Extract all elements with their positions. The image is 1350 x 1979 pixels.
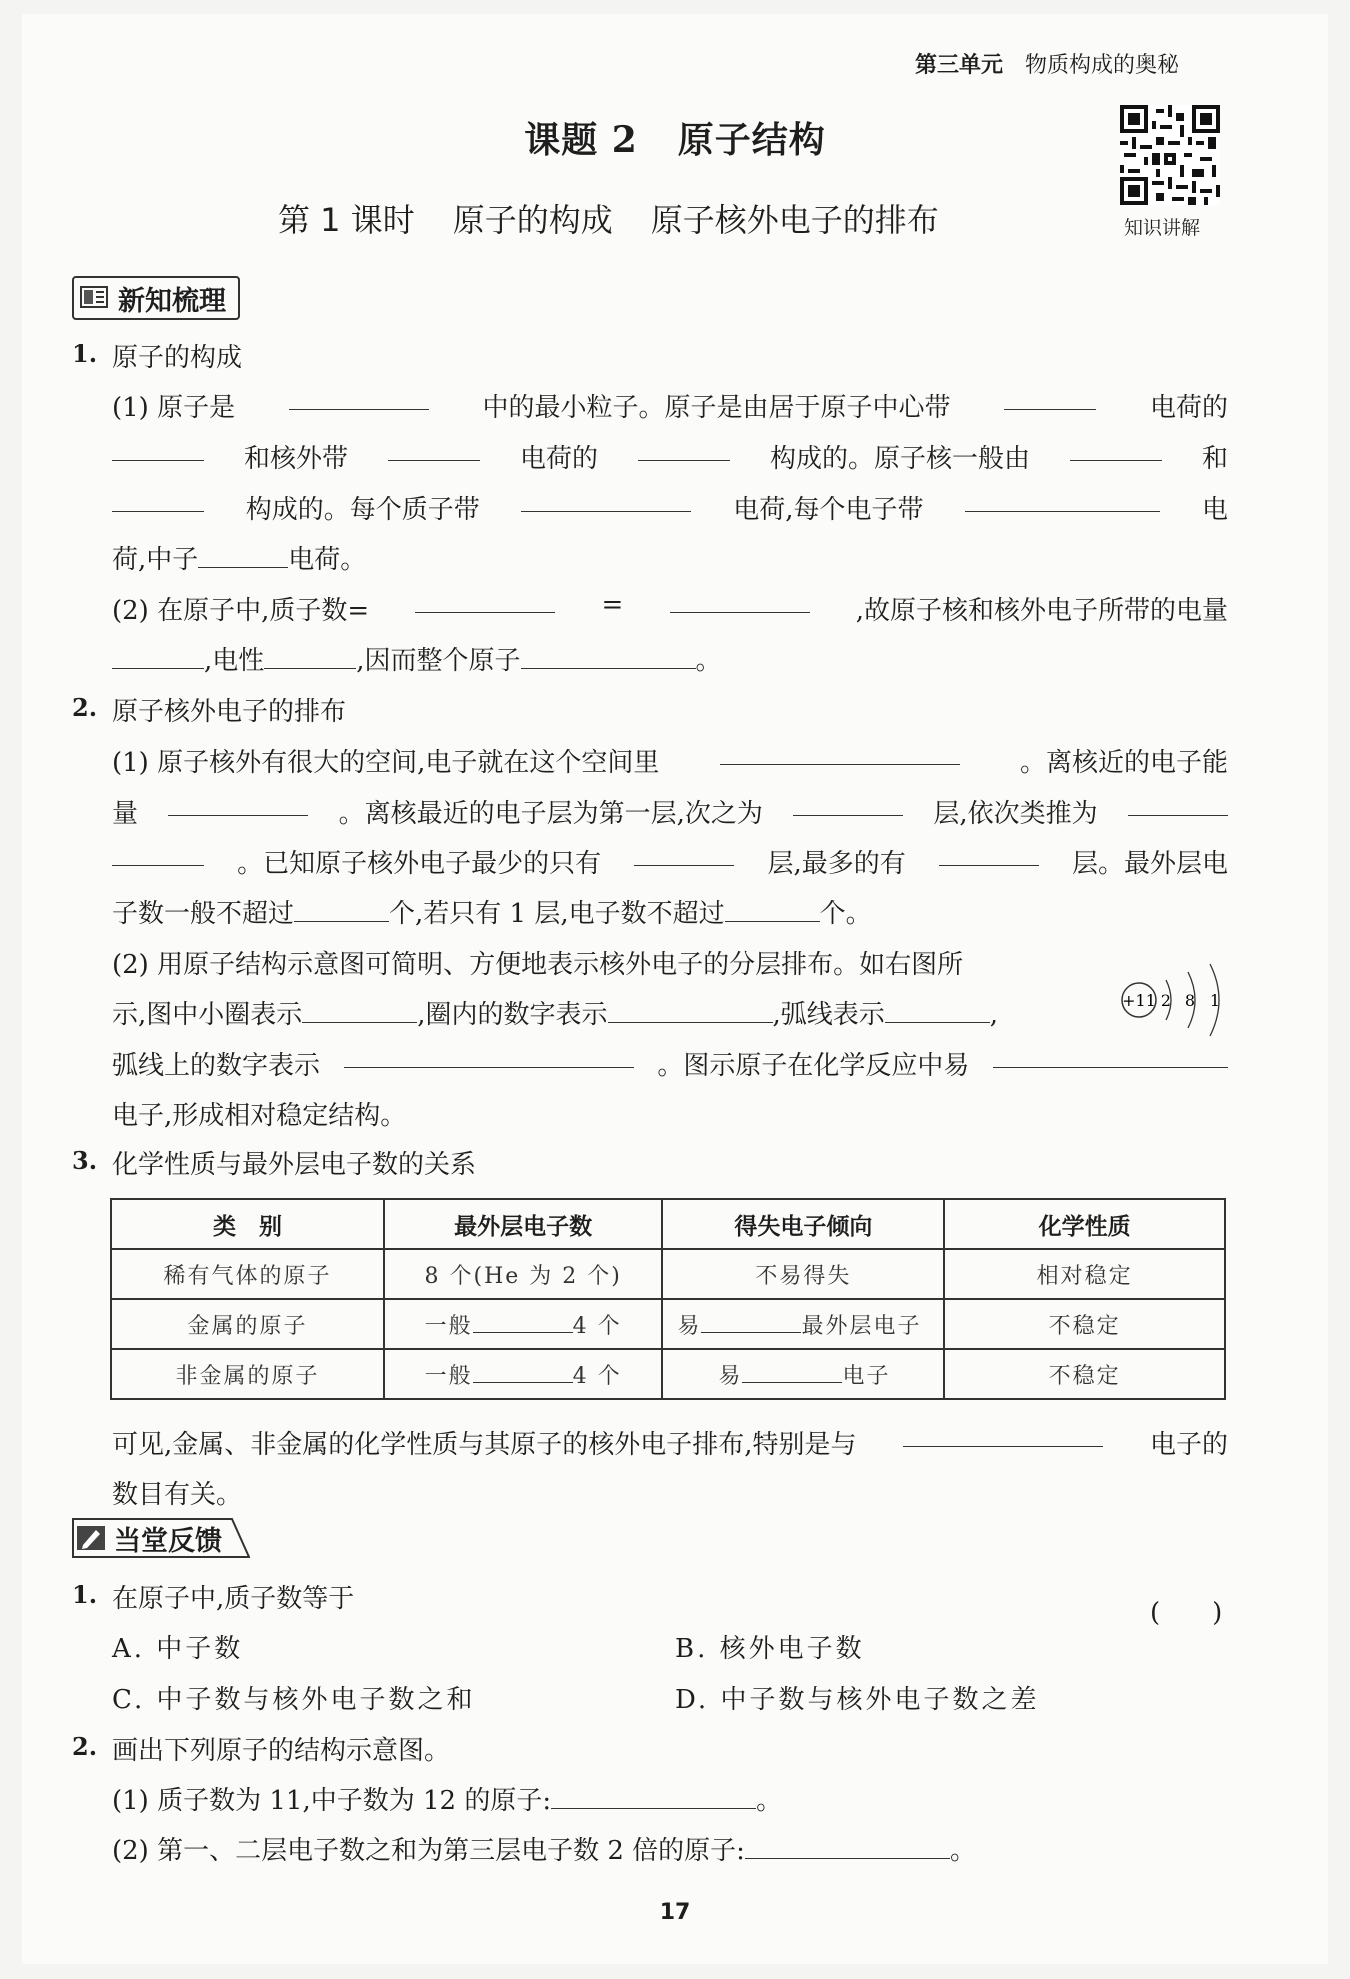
subtitle-part2: 原子核外电子的排布 — [650, 201, 939, 239]
answer-blank[interactable] — [701, 1314, 801, 1333]
option-c[interactable]: C. 中子数与核外电子数之和 — [112, 1685, 476, 1715]
answer-blank[interactable] — [264, 646, 356, 669]
q1-p1-line1: (1) 原子是 中的最小粒子。原子是由居于原子中心带 电荷的 — [112, 387, 1228, 424]
answer-blank[interactable] — [939, 843, 1039, 866]
table-header: 最外层电子数 — [384, 1199, 663, 1249]
fb-q1-number: 1. — [72, 1580, 98, 1609]
answer-blank[interactable] — [344, 1045, 634, 1068]
answer-blank[interactable] — [638, 438, 730, 461]
answer-blank[interactable] — [965, 489, 1160, 512]
q2-p1-line2: 量 。离核最近的电子层为第一层,次之为 层,依次类推为 — [112, 793, 1228, 830]
answer-blank[interactable] — [608, 1000, 773, 1023]
table-header: 类 别 — [111, 1199, 384, 1249]
answer-blank[interactable] — [551, 1786, 756, 1809]
answer-blank[interactable] — [1128, 793, 1228, 816]
answer-blank[interactable] — [388, 438, 480, 461]
section-tag-label: 新知梳理 — [118, 285, 226, 317]
lesson-number: 课题 2 — [524, 119, 638, 161]
fb-q2-stem: 画出下列原子的结构示意图。 — [112, 1736, 451, 1766]
section-tag-label: 当堂反馈 — [114, 1525, 222, 1557]
q1-number: 1. — [72, 339, 98, 368]
unit-title: 物质构成的奥秘 — [1025, 53, 1180, 78]
table-header-row — [111, 1199, 1225, 1249]
q2-p2-line1: (2) 用原子结构示意图可简明、方便地表示核外电子的分层排布。如右图所 — [112, 950, 964, 980]
answer-blank[interactable] — [1070, 438, 1162, 461]
answer-blank[interactable] — [742, 1364, 842, 1383]
q1-title: 原子的构成 — [112, 343, 243, 373]
option-a[interactable]: A. 中子数 — [112, 1634, 244, 1664]
electron-property-table — [110, 1198, 1226, 1400]
unit-label: 第三单元 — [915, 53, 1004, 78]
answer-blank[interactable] — [521, 489, 691, 512]
answer-blank[interactable] — [720, 742, 960, 765]
shell-count: 1 — [1209, 991, 1221, 1010]
answer-blank[interactable] — [473, 1314, 573, 1333]
answer-blank[interactable] — [473, 1364, 573, 1383]
q2-p2-line2: 示,图中小圈表示 ,圈内的数字表示 ,弧线表示 , — [112, 1000, 999, 1030]
answer-blank[interactable] — [885, 1000, 990, 1023]
q1-p1-line3: 构成的。每个质子带 电荷,每个电子带 电 — [112, 489, 1228, 526]
answer-blank[interactable] — [634, 843, 734, 866]
q3-number: 3. — [72, 1146, 98, 1175]
q1-p1-line2: 和核外带 电荷的 构成的。原子核一般由 和 — [112, 438, 1228, 475]
q2-p1-line3: 。已知原子核外电子最少的只有 层,最多的有 层。最外层电 — [112, 843, 1228, 880]
answer-blank[interactable] — [112, 646, 204, 669]
qr-code-icon[interactable] — [1120, 105, 1220, 205]
subtitle-part1: 原子的构成 — [452, 201, 613, 239]
fb-q2-part1: (1) 质子数为 11,中子数为 12 的原子: 。 — [112, 1786, 783, 1816]
answer-parentheses[interactable]: ( ) — [1150, 1598, 1223, 1628]
atom-structure-diagram — [1120, 950, 1230, 1050]
answer-blank[interactable] — [112, 843, 204, 866]
answer-blank[interactable] — [112, 489, 204, 512]
answer-blank[interactable] — [302, 1000, 417, 1023]
q1-p2-line1: (2) 在原子中,质子数= = ,故原子核和核外电子所带的电量 — [112, 590, 1228, 626]
q3-title: 化学性质与最外层电子数的关系 — [112, 1150, 477, 1180]
answer-blank[interactable] — [168, 793, 308, 816]
page-number: 17 — [659, 1900, 691, 1925]
shell-count: 2 — [1160, 991, 1172, 1010]
q1-p2-line2: ,电性 ,因而整个原子 。 — [112, 640, 722, 677]
qr-caption: 知识讲解 — [1124, 217, 1201, 239]
table-row: 金属的原子 一般 4 个 易 最外层电子 不稳定 — [111, 1299, 1225, 1349]
q2-p2-line3: 弧线上的数字表示 。图示原子在化学反应中易 — [112, 1045, 1228, 1082]
pencil-icon — [76, 1525, 106, 1551]
option-b[interactable]: B. 核外电子数 — [675, 1634, 865, 1664]
lesson-name: 原子结构 — [677, 119, 826, 161]
q3-conclusion-line2: 数目有关。 — [112, 1480, 243, 1510]
answer-blank[interactable] — [112, 438, 204, 461]
answer-blank[interactable] — [415, 590, 555, 613]
table-header: 得失电子倾向 — [662, 1199, 944, 1249]
q2-p2-line4: 电子,形成相对稳定结构。 — [112, 1101, 407, 1131]
shell-count: 8 — [1184, 991, 1196, 1010]
fb-q1-stem: 在原子中,质子数等于 — [112, 1584, 355, 1614]
answer-blank[interactable] — [903, 1424, 1103, 1447]
fb-q2-number: 2. — [72, 1732, 98, 1761]
answer-blank[interactable] — [198, 545, 288, 568]
answer-blank[interactable] — [670, 590, 810, 613]
q2-title: 原子核外电子的排布 — [112, 697, 347, 727]
period-label: 第 1 课时 — [278, 201, 415, 239]
q2-p1-line4: 子数一般不超过 个,若只有 1 层,电子数不超过 个。 — [112, 899, 872, 929]
answer-blank[interactable] — [1004, 387, 1096, 410]
answer-blank[interactable] — [289, 387, 429, 410]
table-row: 稀有气体的原子 8 个(He 为 2 个) 不易得失 相对稳定 — [111, 1249, 1225, 1299]
answer-blank[interactable] — [294, 899, 389, 922]
answer-blank[interactable] — [745, 1836, 950, 1859]
q1-p1-line4: 荷,中子 电荷。 — [112, 545, 367, 575]
q2-number: 2. — [72, 693, 98, 722]
unit-header — [915, 48, 1179, 79]
table-header: 化学性质 — [944, 1199, 1225, 1249]
book-icon — [80, 285, 110, 311]
section-tag-new-knowledge — [72, 276, 240, 320]
period-subtitle — [278, 195, 939, 241]
section-tag-feedback — [72, 1518, 222, 1558]
fb-q2-part2: (2) 第一、二层电子数之和为第三层电子数 2 倍的原子: 。 — [112, 1836, 976, 1866]
option-d[interactable]: D. 中子数与核外电子数之差 — [675, 1685, 1040, 1715]
q3-conclusion-line1: 可见,金属、非金属的化学性质与其原子的核外电子排布,特别是与 电子的 — [112, 1424, 1228, 1461]
answer-blank[interactable] — [521, 646, 696, 669]
q2-p1-line1: (1) 原子核外有很大的空间,电子就在这个空间里 。离核近的电子能 — [112, 742, 1228, 779]
table-row: 非金属的原子 一般 4 个 易 电子 不稳定 — [111, 1349, 1225, 1399]
answer-blank[interactable] — [725, 899, 820, 922]
answer-blank[interactable] — [793, 793, 903, 816]
nucleus-charge: +11 — [1122, 991, 1156, 1010]
